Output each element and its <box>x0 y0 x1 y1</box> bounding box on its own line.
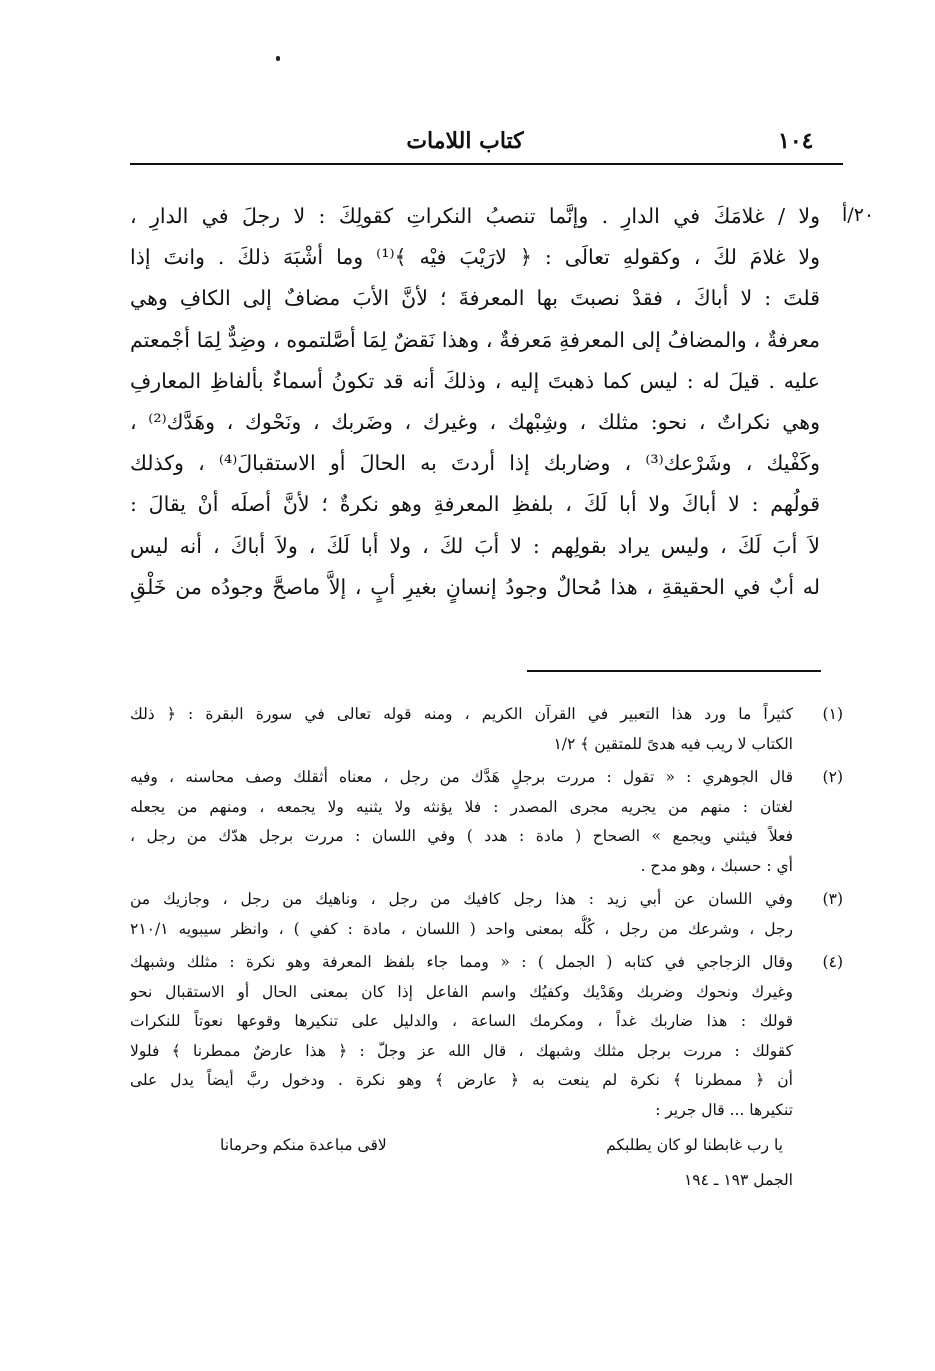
footnote-number: (١) <box>822 705 843 723</box>
footnote-line: قولك : هذا ضاربك غداً ، ومكرمك الساعة ، والدليل على تنكيرها وقوعها نعوتاً للنكرات <box>130 1012 793 1030</box>
header-divider <box>130 163 843 165</box>
footnote-line: الكتاب لا ريب فيه هدىً للمتقين ﴾ ١/٢ <box>553 734 793 753</box>
footnotes <box>130 700 843 1199</box>
footnote-line: كقولك : مررت برجل مثلك وشبهك ، قال الله عز وجلّ : ﴿ هذا عارضٌ ممطرنا ﴾ فلولا <box>130 1041 793 1060</box>
text-line: عليه . قيلَ له : ليس كما ذهبتَ إليه ، وذلكَ أنه قد تكونُ أسماءٌ بألفاظِ المعارفِ <box>130 368 820 393</box>
footnote-line: وفي اللسان عن أبي زيد : هذا رجل كافيك من رجل ، وناهيك من رجل ، وجازيك من <box>130 890 793 908</box>
footnote-line: رجل ، وشرعك من رجل ، كُلُّه بمعنى واحد ( اللسان ، مادة : كفي ) ، وانظر سيبويه ٢١٠/١ <box>130 919 793 938</box>
footnote-line: فعلاً فيثني ويجمع » الصحاح ( مادة : هدد ) وفي اللسان : مررت برجل هدّك من رجل ، <box>130 827 793 845</box>
text-line: وهي نكراتٌ ، نحو: مثلك ، وشِبْهك ، وغيرك ، وضَربك ، ونَحْوك ، وهَدَّك⁽²⁾ ، <box>130 409 820 434</box>
source-reference: الجمل ١٩٣ ـ ١٩٤ <box>683 1171 793 1189</box>
text-line: لاَ أبَ لَكَ ، وليس يراد بقولِهم : لا أبَ لكَ ، ولا أبا لَكَ ، ولاَ أباكَ ، أنه ليس <box>130 533 820 558</box>
manuscript-folio-ref: ٢٠/أ <box>842 204 875 226</box>
page-title: كتاب اللامات <box>406 128 524 154</box>
footnote-4 <box>130 948 843 1195</box>
footnote-2 <box>130 763 843 881</box>
footnote-line: تنكيرها ... قال جرير : <box>655 1100 793 1119</box>
text-line: قلتَ : لا أباكَ ، فقدْ نصبتَ بها المعرفةَ ؛ لأنَّ الأبَ مضافٌ إلى الكافِ وهي <box>130 286 820 311</box>
text-line: وكَفْيك ، وشَرْعك⁽³⁾ ، وضاربك إذا أردتَ به الحالَ أو الاستقبالَ⁽⁴⁾ ، وكذلك <box>130 451 820 476</box>
text-line: قولُهم : لا أباكَ ولا أبا لَكَ ، بلفظِ المعرفةِ وهو نكرةٌ ؛ لأنَّ أصلَه أنْ يقالَ : <box>130 492 820 517</box>
footnote-line: أن ﴿ ممطرنا ﴾ نكرة لم ينعت به ﴿ عارض ﴾ وهو نكرة . ودخول ربَّ أيضاً يدل على <box>130 1071 793 1089</box>
verse-second-hemistich: لاقى مباعدة منكم وحرمانا <box>220 1136 387 1154</box>
footnote-divider <box>527 670 821 672</box>
main-text <box>130 196 820 608</box>
footnote-line: كثيراً ما ورد هذا التعبير في القرآن الكريم ، ومنه قوله تعالى في سورة البقرة : ﴿ ذلك <box>130 705 793 723</box>
text-line: له أبٌ في الحقيقةِ ، هذا مُحالٌ وجودُ إنسانٍ بغيرِ أبٍ ، إلاَّ ماصحَّ وجودُه من خَلْقِ <box>130 574 820 599</box>
ink-speck <box>276 56 280 61</box>
footnote-line: وغيرك ونحوك وضربك وهَدْيك وكفيُك واسم الفاعل إذا كان بمعنى الحال أو الاستقبال نحو <box>130 982 793 1001</box>
footnote-1 <box>130 700 843 759</box>
footnote-number: (٢) <box>822 768 843 786</box>
footnote-line: قال الجوهري : « تقول : مررت برجلٍ هَدَّك من رجل ، معناه أثقلك وصف محاسنه ، وفيه <box>130 768 793 786</box>
footnote-number: (٤) <box>822 953 843 971</box>
text-line: ولا غلامَ لكَ ، وكقولهِ تعالَى : ﴿ لارَيْبَ فيْه ﴾⁽¹⁾ وما أشْبَهَ ذلكَ . وانتَ إذا <box>130 245 820 270</box>
footnote-3 <box>130 885 843 944</box>
footnote-line: لغتان : منهم من يجريه مجرى المصدر : فلا يؤنثه ولا يثنيه ولا يجمعه ، ومنهم من يجعله <box>130 797 793 816</box>
verse-first-hemistich: يا رب غابطنا لو كان يطلبكم <box>606 1136 783 1154</box>
footnote-line: أي : حسبك ، وهو مدح . <box>640 856 793 875</box>
text-line: معرفةٌ ، والمضافُ إلى المعرفةِ مَعرفةٌ ، وهذا نَقضٌ لِمَا أصَّلتموه ، وضِدٌّ لِمَا أجْمعتم <box>130 327 820 352</box>
poetry-verse <box>130 1125 793 1165</box>
page-number: ١٠٤ <box>778 128 814 154</box>
footnote-line: وقال الزجاجي في كتابه ( الجمل ) : « ومما جاء بلفظ المعرفة وهو نكرة : مثلك وشبهك <box>130 953 793 971</box>
text-line: ولا / غلامَكَ في الدارِ . وإنَّما تنصبُ النكراتِ كقولِكَ : لا رجلَ في الدارِ ، <box>130 204 820 228</box>
footnote-number: (٣) <box>822 890 843 908</box>
